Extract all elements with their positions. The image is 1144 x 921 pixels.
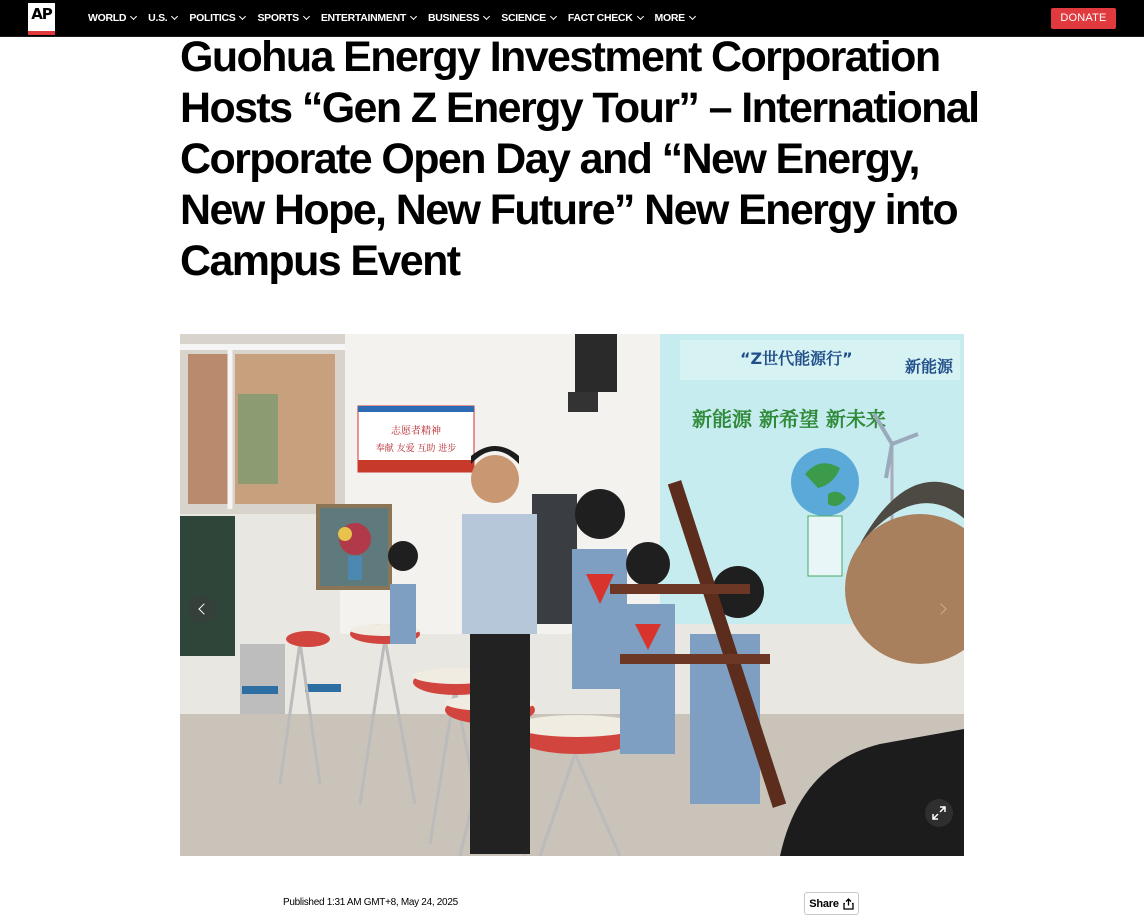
banner-text-2: 新能源 新希望 新未来 xyxy=(692,407,886,431)
nav-label: SCIENCE xyxy=(501,12,546,24)
share-button[interactable] xyxy=(804,892,859,915)
chevron-down-icon xyxy=(239,13,246,20)
nav-item-business[interactable] xyxy=(428,12,489,24)
nav-label: MORE xyxy=(654,12,685,24)
logo-text: AP xyxy=(31,5,52,23)
nav-item-world[interactable] xyxy=(88,12,136,24)
nav-label: FACT CHECK xyxy=(567,12,633,24)
chevron-down-icon xyxy=(550,13,557,20)
chevron-down-icon xyxy=(303,13,310,20)
expand-icon xyxy=(931,805,947,821)
nav-label: POLITICS xyxy=(189,12,236,24)
share-label: Share xyxy=(809,897,839,910)
chevron-down-icon xyxy=(130,13,137,20)
hero-photo[interactable] xyxy=(180,334,964,856)
expand-image-button[interactable] xyxy=(925,799,953,827)
nav-item-entertainment[interactable] xyxy=(321,12,416,24)
article-headline: Guohua Energy Investment Corporation Hosts “Gen Z Energy Tour” – International Corporate Open Day and “New Energy, New Hope, New Future” New Energy into Campus Event xyxy=(180,33,979,285)
nav-label: ENTERTAINMENT xyxy=(320,12,406,24)
chevron-down-icon xyxy=(171,13,178,20)
sign-text-1: 志愿者精神 xyxy=(391,426,441,437)
main-nav xyxy=(88,0,707,36)
nav-item-science[interactable] xyxy=(501,12,556,24)
nav-label: BUSINESS xyxy=(427,12,480,24)
chevron-down-icon xyxy=(636,13,643,20)
nav-item-fact-check[interactable] xyxy=(568,12,643,24)
chevron-down-icon xyxy=(410,13,417,20)
logo-accent-bar xyxy=(28,31,55,35)
banner-text-3: 新能源 xyxy=(905,357,954,376)
chevron-down-icon xyxy=(483,13,490,20)
nav-label: WORLD xyxy=(88,12,127,24)
published-timestamp: Published 1:31 AM GMT+8, May 24, 2025 xyxy=(283,897,458,908)
photo-illustration xyxy=(180,334,964,856)
chevron-left-icon xyxy=(198,603,209,614)
ap-logo[interactable] xyxy=(28,3,55,35)
nav-item-sports[interactable] xyxy=(257,12,308,24)
nav-item-more[interactable] xyxy=(655,12,695,24)
next-image-button[interactable] xyxy=(928,595,956,623)
nav-item-politics[interactable] xyxy=(189,12,245,24)
nav-label: U.S. xyxy=(148,12,168,24)
chevron-right-icon xyxy=(935,603,946,614)
nav-item-us[interactable] xyxy=(148,12,177,24)
banner-text-1: “Z世代能源行” xyxy=(740,349,853,368)
share-icon xyxy=(843,898,854,910)
sign-text-2: 奉献 友爱 互助 进步 xyxy=(375,444,457,454)
nav-label: SPORTS xyxy=(257,12,299,24)
previous-image-button[interactable] xyxy=(188,595,216,623)
donate-button[interactable]: DONATE xyxy=(1051,8,1116,29)
chevron-down-icon xyxy=(689,13,696,20)
